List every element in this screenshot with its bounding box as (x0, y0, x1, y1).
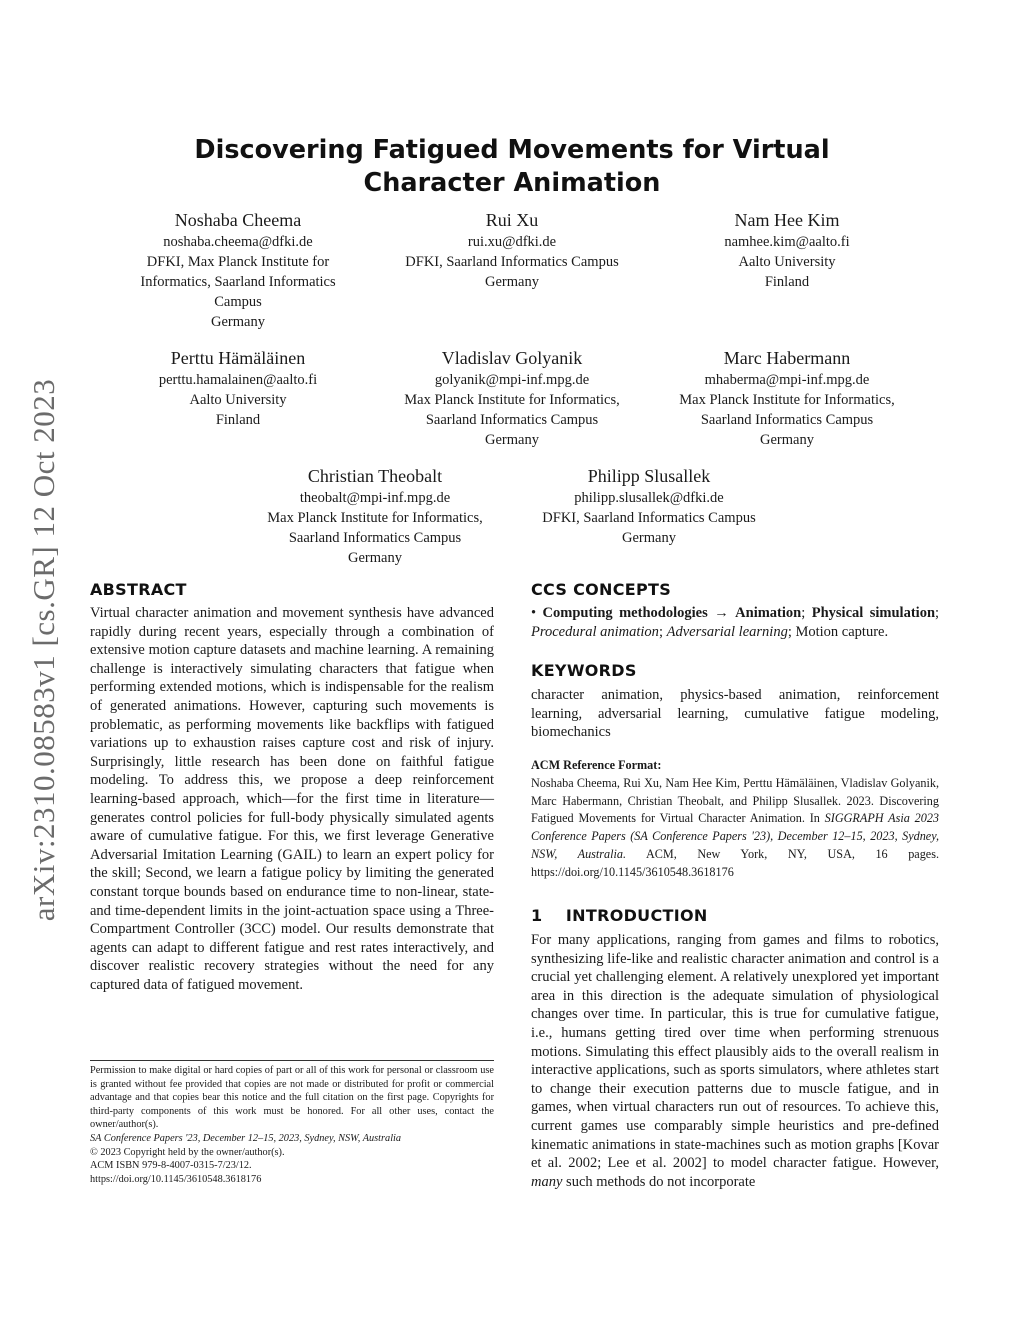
author-block (657, 208, 917, 292)
author-email: philipp.slusallek@dfki.de (574, 490, 724, 506)
author-affiliation: DFKI, Saarland Informatics Campus (405, 254, 619, 270)
keywords-text: character animation, physics-based animation, reinforcement learning, adversarial learning, cumulative fatigue modeling, biomechanics (531, 687, 939, 741)
ccs-item: Adversarial learning (666, 623, 788, 640)
author-country: Germany (622, 530, 676, 546)
author-affiliation: Aalto University (738, 254, 836, 270)
author-block (108, 346, 368, 430)
acm-reference (531, 757, 939, 882)
ccs-item: Motion capture. (795, 623, 889, 640)
author-email: noshaba.cheema@dfki.de (163, 234, 313, 250)
author-country: Finland (215, 412, 261, 428)
abstract-text: Virtual character animation and movement synthesis have advanced rapidly during recent years, especially through a combination of extensive motion capture datasets and machine learning. A remaining challenge is interactively simulating characters that fatigue when performing extended motions, which is indispensable for the realism of generated animations. However, capturing such movements is problematic, as performing movements like backflips with fatigued variations up to exhaustion raises capture cost and risk of injury. Surprisingly, little research has been done on faithful fatigue modeling. To address this, we propose a deep reinforcement learning-based approach, which—for the first time in literature—generates control policies for full-body physically simulated agents aware of cumulative fatigue. For this, we first leverage Generative Adversarial Imitation Learning (GAIL) to learn an expert policy for the skill; Second, we learn a fatigue policy by limiting the generated constant torque bounds based on endurance time to non-linear, state- and time-dependent limits in the joint-actuation space using a Three-Compartment Controller (3CC) model. Our results demonstrate that agents can adapt to different fatigue and rest rates interactively, and discover realistic recovery strategies without the need for any captured data of fatigued movement. (90, 605, 494, 993)
intro-paragraph-end: such methods do not incorporate (566, 1173, 756, 1190)
author-block (108, 208, 368, 332)
author-country: Germany (211, 314, 265, 330)
author-block (652, 346, 922, 450)
ccs-bullet: • (531, 605, 537, 621)
author-country: Finland (764, 274, 810, 290)
author-country: Germany (760, 432, 814, 448)
ccs-separator: ; (935, 605, 940, 621)
section-title: INTRODUCTION (565, 906, 708, 925)
author-country: Germany (348, 550, 402, 566)
introduction-heading (531, 906, 939, 925)
author-affiliation: Max Planck Institute for Informatics, (679, 392, 895, 408)
author-email: rui.xu@dfki.de (467, 234, 557, 250)
author-country: Germany (485, 274, 539, 290)
intro-emphasis: many (531, 1173, 563, 1190)
author-name: Philipp Slusallek (587, 466, 711, 486)
introduction-section (531, 906, 939, 1191)
footnote-rule (90, 1060, 494, 1061)
author-affiliation: Max Planck Institute for Informatics, (404, 392, 620, 408)
author-affiliation: Saarland Informatics Campus (288, 530, 462, 546)
ccs-arrow: → (714, 605, 729, 621)
ccs-heading: CCS CONCEPTS (531, 580, 672, 599)
author-email: namhee.kim@aalto.fi (724, 234, 850, 250)
author-affiliation: Aalto University (189, 392, 287, 408)
ccs-text (531, 604, 939, 641)
intro-paragraph: For many applications, ranging from games and films to robotics, synthesizing life-like and realistic character animation and control is a crucial yet challenging element. A relatively unexplored yet important area in this direction is the adequate simulation of physiological changes over time. In particular, this is true for cumulative fatigue, i.e., humans getting tired over time when performing strenuous motions. Simulating this effect plausibly aids to the overall realism in interactive applications, such as sports simulators, where athletes start to change their execution patterns due to muscle fatigue, and in games, when virtual characters run out of resources. To achieve this, current games use comparably simple heuristics and pre-defined kinematic animations in state-machines such as motion graphs [Kovar et al. 2002; Lee et al. 2002] to model character fatigue. However, (531, 932, 939, 1172)
author-name: Christian Theobalt (307, 466, 443, 486)
reference-venue: SIGGRAPH Asia 2023 Conference Papers (SA Conference Papers '23), December 12–15, 2023, Sydney, NSW, Australia. (531, 811, 940, 861)
author-affiliation: Informatics, Saarland Informatics (140, 274, 336, 290)
author-block (372, 208, 652, 292)
author-email: theobalt@mpi-inf.mpg.de (299, 490, 451, 506)
author-email: mhaberma@mpi-inf.mpg.de (704, 372, 870, 388)
author-name: Perttu Hämäläinen (170, 348, 306, 368)
author-name: Noshaba Cheema (174, 210, 302, 230)
reference-label: ACM Reference Format: (531, 758, 662, 772)
author-email: perttu.hamalainen@aalto.fi (158, 372, 318, 388)
paper-title: Discovering Fatigued Movements for Virtual Character Animation (194, 135, 830, 198)
author-affiliation: DFKI, Saarland Informatics Campus (542, 510, 756, 526)
keywords-section (531, 661, 939, 742)
abstract-section (90, 580, 494, 994)
reference-text (531, 775, 939, 882)
abstract-heading: ABSTRACT (90, 580, 187, 599)
author-email: golyanik@mpi-inf.mpg.de (434, 372, 590, 388)
introduction-text (531, 931, 939, 1191)
author-affiliation: Campus (214, 294, 262, 310)
keywords-heading: KEYWORDS (531, 661, 637, 680)
author-affiliation: Max Planck Institute for Informatics, (267, 510, 483, 526)
author-affiliation: Saarland Informatics Campus (425, 412, 599, 428)
author-affiliation: Saarland Informatics Campus (700, 412, 874, 428)
isbn-line: ACM ISBN 979-8-4007-0315-7/23/12. (90, 1160, 252, 1172)
copyright-footnote (90, 1060, 494, 1186)
author-name: Rui Xu (485, 210, 539, 230)
section-number: 1 (531, 906, 543, 925)
arxiv-id: arXiv:2310.08583v1 [cs.GR] 12 Oct 2023 (26, 378, 61, 922)
author-country: Germany (485, 432, 539, 448)
ccs-item: Animation (735, 605, 802, 621)
reference-publisher: ACM, New York, NY, USA, 16 pages. https://doi.org/10.1145/3610548.3618176 (531, 846, 940, 879)
author-affiliation: DFKI, Max Planck Institute for (146, 254, 330, 270)
author-block (236, 464, 514, 568)
ccs-item: Procedural animation (531, 623, 659, 640)
author-block (515, 464, 783, 548)
ccs-category: Computing methodologies (542, 605, 708, 621)
doi-line: https://doi.org/10.1145/3610548.3618176 (90, 1173, 262, 1185)
ccs-separator: ; (787, 623, 792, 640)
permission-text: Permission to make digital or hard copies of part or all of this work for personal or classroom use is granted without fee provided that copies are not made or distributed for profit or commercial advantage and that copies bear this notice and the full citation on the first page. Copyrights for third-party components of this work must be honored. For all other uses, contact the owner/author(s). (90, 1065, 494, 1131)
venue-line: SA Conference Papers '23, December 12–15, 2023, Sydney, NSW, Australia (90, 1132, 402, 1144)
author-name: Marc Habermann (723, 348, 851, 368)
ccs-separator: ; (658, 623, 663, 640)
ccs-separator: ; (801, 605, 806, 621)
ccs-item: Physical simulation (811, 605, 936, 621)
ccs-section (531, 580, 939, 641)
author-block (372, 346, 652, 450)
reference-citation: Noshaba Cheema, Rui Xu, Nam Hee Kim, Perttu Hämäläinen, Vladislav Golyanik, Marc Habermann, Christian Theobalt, and Philipp Slusallek. 2023. Discovering Fatigued Movements for Virtual Character Animation. In (531, 775, 939, 826)
author-name: Nam Hee Kim (734, 210, 840, 230)
author-name: Vladislav Golyanik (441, 348, 583, 368)
copyright-line: © 2023 Copyright held by the owner/author(s). (90, 1146, 285, 1158)
